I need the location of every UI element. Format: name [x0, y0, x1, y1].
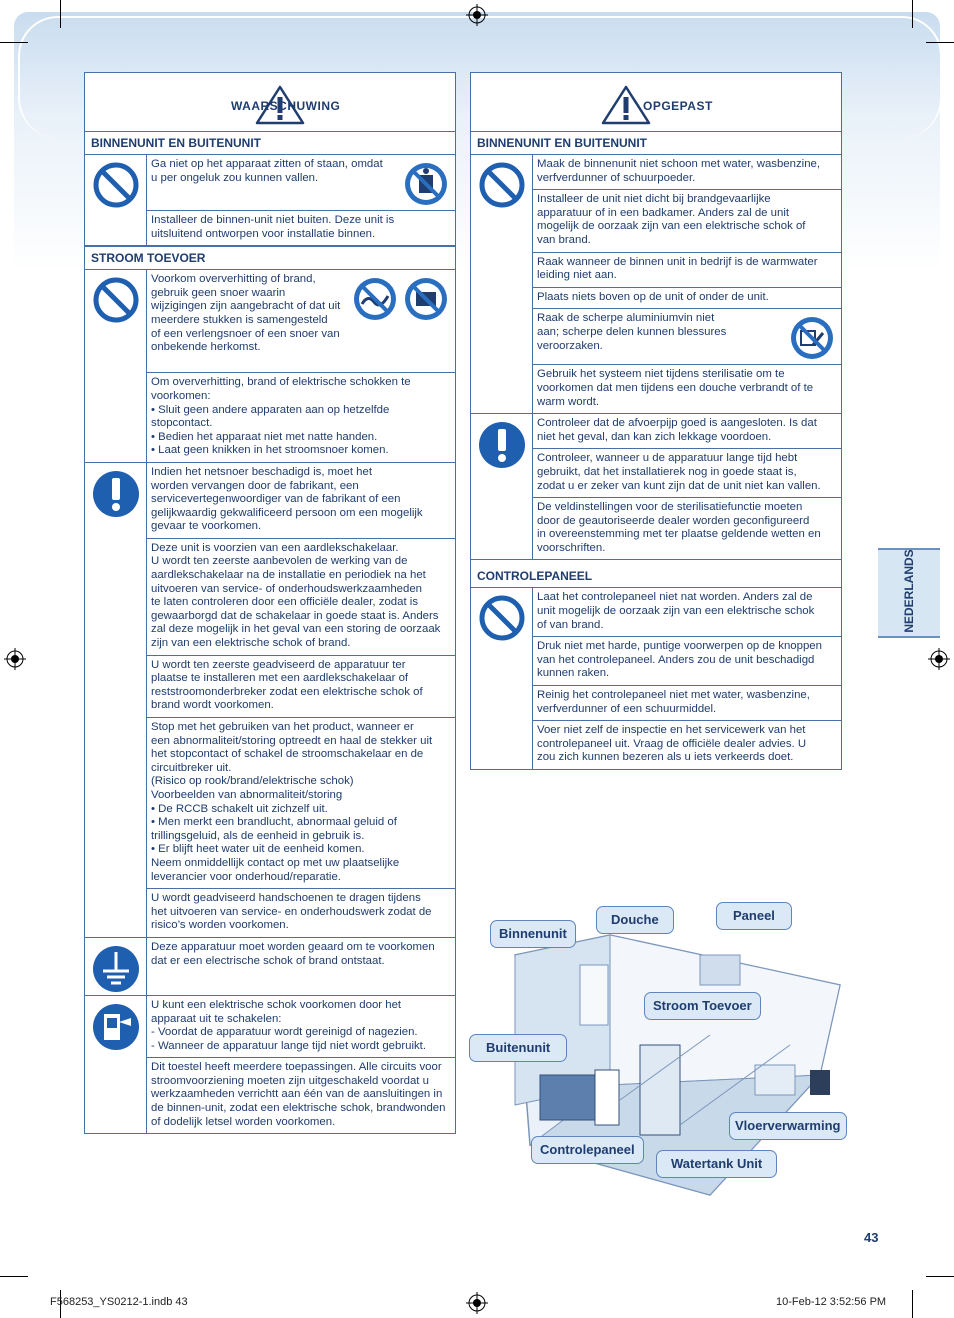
mandatory-icon [477, 420, 527, 470]
registration-mark-icon [466, 1292, 488, 1314]
label-controlepaneel: Controlepaneel [531, 1136, 644, 1164]
caution-table [470, 72, 842, 770]
warning-text: Installeer de binnen-unit niet buiten. Deze unit is uitsluitend ontworpen voor installatie binnen. [151, 214, 395, 240]
section-heading: CONTROLEPANEEL [471, 560, 841, 588]
registration-mark-icon [4, 648, 26, 670]
no-touch-fin-icon [789, 315, 835, 361]
caution-title: OPGEPAST [643, 99, 713, 113]
label-paneel: Paneel [716, 902, 792, 930]
prohibit-group [471, 155, 841, 414]
footer-file: F568253_YS0212-1.indb 43 [50, 1296, 188, 1308]
caution-text: Maak de binnenunit niet schoon met water, wasbenzine, verfverdunner of schuurpoeder. [533, 155, 841, 190]
label-vloerverwarming: Vloerverwarming [729, 1112, 847, 1140]
cord-icons [352, 276, 449, 322]
warning-text: Indien het netsnoer beschadigd is, moet het worden vervangen door de fabrikant, een servicevertegenwoordiger van de fabrikant of een gelijkwaardig gekwalificeerd persoon om een mogelijk gevaar te voorkomen. [147, 463, 455, 539]
warning-text: Om oververhitting, brand of elektrische schokken te voorkomen: • Sluit geen andere apparaten aan op hetzelfde stopcontact. • Bedien het apparaat niet met natte handen. • Laat geen knikken in het stroomsnoer komen. [151, 376, 411, 457]
crop-mark [0, 42, 28, 43]
prohibit-group [85, 270, 455, 463]
caution-text: Installeer de unit niet dicht bij brandgevaarlijke apparatuur of in een badkamer. Anders zal de unit mogelijk de oorzaak zijn van een elektrische schok of van brand. [533, 190, 841, 252]
switch-off-icon [91, 1002, 141, 1052]
mandatory-group [85, 463, 455, 938]
caution-text: Controleer dat de afvoerpijp goed is aangesloten. Is dat niet het geval, dan kan zich lekkage voordoen. [533, 414, 841, 449]
crop-mark [0, 1276, 28, 1277]
warning-table [84, 72, 456, 1134]
earth-group [85, 938, 455, 996]
registration-mark-icon [928, 648, 950, 670]
no-modified-cord-icon [352, 276, 398, 322]
label-watertank-unit: Watertank Unit [656, 1150, 777, 1178]
label-buitenunit: Buitenunit [469, 1034, 567, 1062]
crop-mark [926, 1276, 954, 1277]
crop-mark [912, 0, 913, 28]
earth-ground-icon [91, 944, 141, 994]
warning-text: U wordt geadviseerd handschoenen te dragen tijdens het uitvoeren van service- en onderhoudswerk zodat de risico’s worden voorkomen. [151, 892, 432, 932]
warning-header [85, 73, 455, 132]
crop-mark [60, 0, 61, 28]
caution-text: Laat het controlepaneel niet nat worden. Anders zal de unit mogelijk de oorzaak zijn van een elektrische schok of van brand. [533, 588, 841, 637]
warning-text: Deze unit is voorzien van een aardlekschakelaar. U wordt ten zeerste aanbevolen de werking van de aardlekschakelaar na de installatie en periodiek na het uitvoeren van service- of onderhoudswerkzaamheden te laten controleren door een officiële dealer, zodat is gewaarborgd dat de schakelaar in goede staat is. Anders zal deze mogelijk in het geval van een storing de oorzaak zijn van een elektrische schok of brand. [147, 539, 455, 656]
prohibit-group [471, 588, 841, 769]
prohibit-icon [478, 161, 526, 209]
caution-text: Gebruik het systeem niet tijdens sterilisatie om te voorkomen dat men tijdens een douche verbrandt of te warm wordt. [537, 368, 814, 408]
caution-text: Reinig het controlepaneel niet met water, wasbenzine, verfverdunner of een schuurmiddel. [533, 686, 841, 721]
mandatory-group [471, 414, 841, 560]
mandatory-icon [91, 469, 141, 519]
section-heading: BINNENUNIT EN BUITENUNIT [471, 132, 841, 155]
label-douche: Douche [596, 906, 674, 934]
caution-text: Plaats niets boven op de unit of onder de unit. [533, 288, 841, 310]
language-tab [878, 548, 940, 638]
prohibit-icon [92, 276, 140, 324]
registration-mark-icon [466, 4, 488, 26]
label-binnenunit: Binnenunit [490, 920, 576, 948]
warning-text: U kunt een elektrische schok voorkomen door het apparaat uit te schakelen: - Voordat de apparatuur wordt gereinigd of nagezien. - Wanneer de apparatuur lange tijd niet wordt gebruikt. [147, 996, 455, 1058]
crop-mark [926, 42, 954, 43]
caution-text: De veldinstellingen voor de sterilisatiefunctie moeten door de geautoriseerde dealer worden geconfigureerd in overeenstemming met ter plaatse geldende wetten en voorschriften. [537, 501, 821, 554]
caution-text: Voer niet zelf de inspectie en het servicewerk van het controlepaneel uit. Vraag de officiële dealer advies. U zou zich kunnen bezeren als u iets verkeerds doet. [537, 724, 807, 764]
warning-text: U wordt ten zeerste geadviseerd de apparatuur ter plaatse te installeren met een aardlekschakelaar of reststroomonderbreker zodat een elektrische schok of brand wordt voorkomen. [147, 656, 455, 718]
prohibit-icon [478, 594, 526, 642]
no-standing-icon [403, 161, 449, 207]
caution-header [471, 73, 841, 132]
page-number: 43 [864, 1230, 879, 1245]
section-heading: STROOM TOEVOER [85, 246, 455, 270]
footer-date: 10-Feb-12 3:52:56 PM [776, 1296, 887, 1308]
no-extension-cord-icon [403, 276, 449, 322]
caution-text: Controleer, wanneer u de apparatuur lange tijd hebt gebruikt, dat het installatierek nog in goede staat is, zodat u er zeker van kunt zijn dat de unit niet kan vallen. [533, 449, 841, 498]
warning-text: Dit toestel heeft meerdere toepassingen. Alle circuits voor stroomvoorziening moeten zijn uitgeschakeld voordat u werkzaamheden verrichtt aan één van de aansluitingen in de binnen-unit, zodat een elektrische schok, brandwonden of dodelijk letsel worden voorkomen. [151, 1061, 446, 1128]
prohibit-group [85, 155, 455, 246]
warning-text: Ga niet op het apparaat zitten of staan, omdat u per ongeluk zou kunnen vallen. [151, 158, 383, 184]
section-heading: BINNENUNIT EN BUITENUNIT [85, 132, 455, 155]
caution-text: Raak de scherpe aluminiumvin niet aan; scherpe delen kunnen blessures veroorzaken. [537, 312, 727, 352]
warning-text: Deze apparatuur moet worden geaard om te voorkomen dat er een electrische schok of brand ontstaat. [151, 940, 435, 967]
prohibit-icon [92, 161, 140, 209]
warning-text: Stop met het gebruiken van het product, wanneer er een abnormaliteit/storing optreedt en haal de stekker uit het stopcontact of schakel de stroomschakelaar en de circuitbreker uit. (Risico op rook/brand/elektrische schok) Voorbeelden van abnormaliteit/storing • De RCCB schakelt uit zichzelf uit. • Men merkt een brandlucht, abnormaal geluid of trillingsgeluid, als de eenheid in gebruik is. • Er blijft heet water uit de eenheid komen. Neem onmiddellijk contact op met uw plaatselijke leverancier voor onderhoud/reparatie. [147, 718, 455, 889]
language-label: NEDERLANDS [902, 549, 916, 633]
caution-text: Raak wanneer de binnen unit in bedrijf is de warmwater leiding niet aan. [533, 253, 841, 288]
caution-text: Druk niet met harde, puntige voorwerpen op de knoppen van het controlepaneel. Anders zou de unit beschadigd kunnen raken. [533, 637, 841, 686]
warning-text: Voorkom oververhitting of brand, gebruik geen snoer waarin wijzigingen zijn aangebracht of dat uit meerdere stukken is samengesteld of een verlengsnoer of een snoer van onbekende herkomst. [151, 273, 341, 354]
crop-mark [912, 1290, 913, 1318]
label-stroom-toevoer: Stroom Toevoer [644, 992, 761, 1020]
warning-title: WAARSCHUWING [231, 99, 341, 113]
switch-off-group [85, 996, 455, 1133]
